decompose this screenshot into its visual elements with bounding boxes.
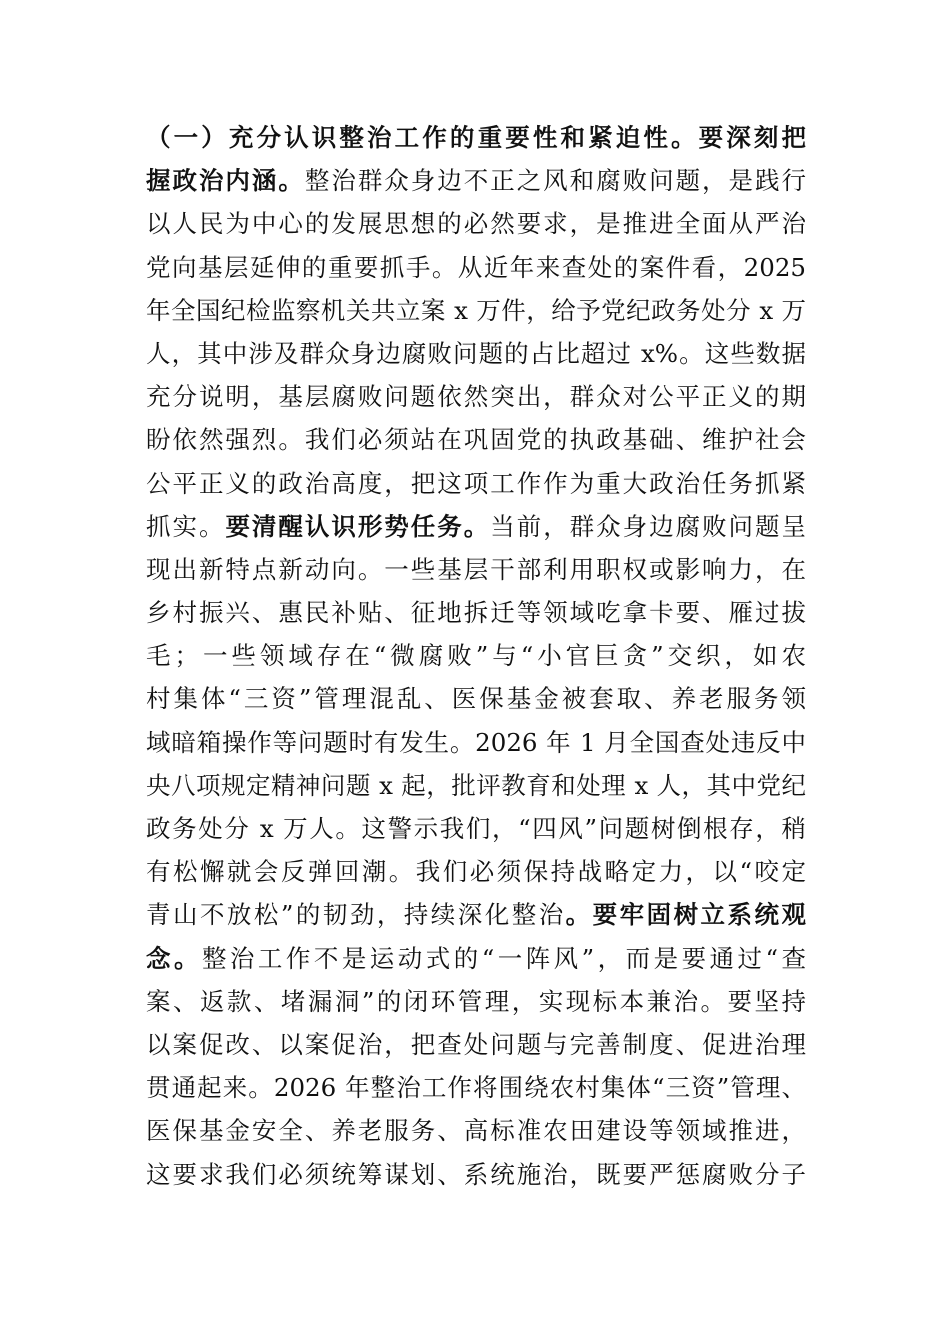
body-text: 有松懈就会反弹回潮。我们必须保持战略定力，以“咬定 (146, 857, 806, 887)
body-text: 乡村振兴、惠民补贴、征地拆迁等领域吃拿卡要、雁过拔 (146, 598, 806, 628)
text-line (146, 764, 806, 807)
body-text: 充分说明，基层腐败问题依然突出，群众对公平正义的期 (146, 382, 806, 412)
body-text: 贯通起来。2026 年整治工作将围绕农村集体“三资”管理、 (146, 1073, 806, 1103)
body-text: 这要求我们必须统筹谋划、系统施治，既要严惩腐败分子 (146, 1159, 806, 1189)
text-line (146, 807, 806, 850)
bold-heading-text: （一）充分认识整治工作的重要性和紧迫性。要深刻把 (146, 123, 806, 152)
text-line (146, 375, 806, 418)
body-text: 央八项规定精神问题 x 起，批评教育和处理 x 人，其中党纪 (146, 770, 806, 800)
bold-heading-text: 握政治内涵。 (146, 166, 305, 196)
body-text: 整治工作不是运动式的“一阵风”，而是要通过“查 (201, 943, 806, 973)
text-line (146, 1066, 806, 1109)
text-line (146, 591, 806, 634)
text-line (146, 289, 806, 332)
body-text: 案、返款、堵漏洞”的闭环管理，实现标本兼治。要坚持 (146, 986, 806, 1016)
body-text: 当前，群众身边腐败问题呈 (490, 511, 807, 541)
body-text: 村集体“三资”管理混乱、医保基金被套取、养老服务领 (146, 684, 806, 714)
text-line (146, 505, 806, 548)
bold-heading-text: 。要牢固树立系统观 (565, 900, 806, 930)
body-text: 以案促改、以案促治，把查处问题与完善制度、促进治理 (146, 1029, 806, 1059)
text-line (146, 548, 806, 591)
text-line (146, 1109, 806, 1152)
body-text: 人，其中涉及群众身边腐败问题的占比超过 x%。这些数据 (146, 338, 806, 368)
text-line (146, 159, 806, 202)
text-line (146, 677, 806, 720)
text-line (146, 1023, 806, 1066)
body-text: 整治群众身边不正之风和腐败问题，是践行 (304, 166, 806, 196)
text-line (146, 116, 806, 159)
text-line (146, 721, 806, 764)
bold-heading-text: 念。 (146, 943, 202, 973)
bold-heading-text: 要清醒认识形势任务。 (225, 511, 491, 541)
body-text: 毛；一些领域存在“微腐败”与“小官巨贪”交织，如农 (146, 641, 806, 671)
body-text: 公平正义的政治高度，把这项工作作为重大政治任务抓紧 (146, 468, 806, 498)
text-line (146, 418, 806, 461)
body-text: 以人民为中心的发展思想的必然要求，是推进全面从严治 (146, 209, 806, 239)
body-paragraph (146, 116, 806, 1196)
text-line (146, 980, 806, 1023)
body-text: 党向基层延伸的重要抓手。从近年来查处的案件看，2025 (146, 252, 806, 282)
body-text: 年全国纪检监察机关共立案 x 万件，给予党纪政务处分 x 万 (146, 295, 806, 325)
body-text: 医保基金安全、养老服务、高标准农田建设等领域推进， (146, 1116, 806, 1146)
text-line (146, 634, 806, 677)
body-text: 青山不放松”的韧劲，持续深化整治 (146, 900, 566, 930)
body-text: 现出新特点新动向。一些基层干部利用职权或影响力，在 (146, 554, 806, 584)
text-line (146, 246, 806, 289)
text-line (146, 893, 806, 936)
body-text: 抓实。 (146, 511, 226, 541)
text-line (146, 462, 806, 505)
text-line (146, 937, 806, 980)
body-text: 盼依然强烈。我们必须站在巩固党的执政基础、维护社会 (146, 425, 806, 455)
body-text: 域暗箱操作等问题时有发生。2026 年 1 月全国查处违反中 (146, 727, 806, 757)
body-text: 政务处分 x 万人。这警示我们，“四风”问题树倒根存，稍 (146, 814, 806, 843)
text-line (146, 332, 806, 375)
text-line (146, 1153, 806, 1196)
text-line (146, 202, 806, 245)
text-line (146, 850, 806, 893)
